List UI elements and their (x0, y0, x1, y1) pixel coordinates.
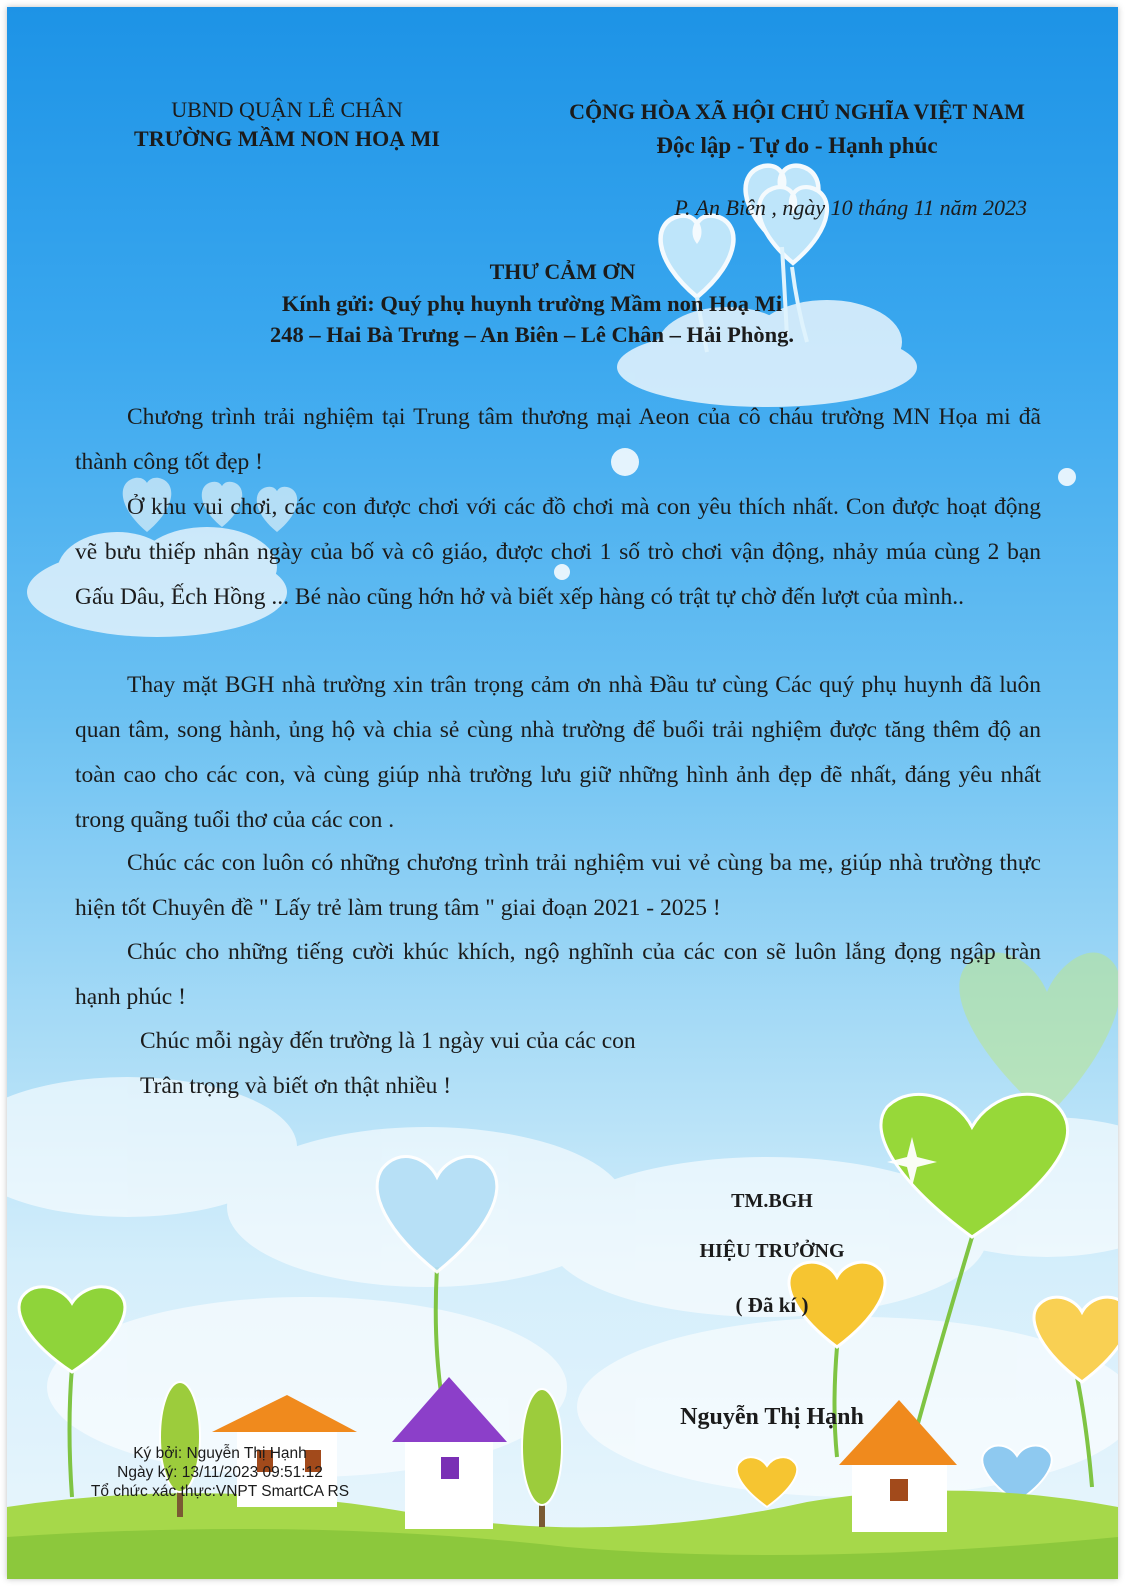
signature-position: HIỆU TRƯỞNG (699, 1240, 845, 1262)
signer-name: Nguyễn Thị Hạnh (680, 1404, 864, 1430)
letter-title: THƯ CẢM ƠN (489, 259, 636, 284)
authority-name: UBND QUẬN LÊ CHÂN (171, 97, 403, 122)
school-name: TRƯỜNG MẦM NON HOẠ MI (134, 126, 440, 151)
yellow-heart-small (737, 1457, 797, 1507)
body-paragraph-2: Ở khu vui chơi, các con được chơi với các đồ chơi mà con yêu thích nhất. Con được hoạt động vẽ bưu thiếp nhân ngày của bố và cô giáo, được chơi 1 số trò chơi vận động, nhảy múa cùng 2 bạn Gấu Dâu, Ếch Hồng ... Bé nào cũng hớn hở và biết xếp hàng có trật tự chờ đến lượt của mình.. (75, 494, 1041, 610)
body-paragraph-7: Trân trọng và biết ơn thật nhiều ! (140, 1073, 452, 1099)
body-paragraph-3: Thay mặt BGH nhà trường xin trân trọng cảm ơn nhà Đầu tư cùng Các quý phụ huynh đã luôn quan tâm, song hành, ủng hộ và chia sẻ cùng nhà trường để buổi trải nghiệm được tăng thêm độ an toàn cao cho các con, và cùng giúp nhà trường lưu giữ những hình ảnh đẹp đẽ nhất, đáng yêu nhất trong quãng tuổi thơ của các con . (75, 672, 1041, 833)
date-line: P. An Biên , ngày 10 tháng 11 năm 2023 (674, 195, 1027, 220)
letter-page (7, 7, 1118, 1579)
national-title: CỘNG HÒA XÃ HỘI CHỦ NGHĨA VIỆT NAM (569, 99, 1025, 124)
body-paragraph-6: Chúc mỗi ngày đến trường là 1 ngày vui của các con (140, 1028, 636, 1054)
letter-address: 248 – Hai Bà Trưng – An Biên – Lê Chân – Hải Phòng. (269, 322, 794, 347)
signature-signed-note: ( Đã kí ) (735, 1293, 809, 1317)
signature-on-behalf: TM.BGH (731, 1190, 813, 1212)
digital-signature-date: Ngày ký: 13/11/2023 09:51:12 (117, 1464, 323, 1481)
digital-signature-organization: Tổ chức xác thực:VNPT SmartCA RS (90, 1483, 350, 1500)
tree-middle (522, 1389, 562, 1527)
body-paragraph-4: Chúc các con luôn có những chương trình trải nghiệm vui vẻ cùng ba mẹ, giúp nhà trường thực hiện tốt Chuyên đề " Lấy trẻ làm trung tâm " giai đoạn 2021 - 2025 ! (75, 850, 1041, 921)
body-paragraph-5: Chúc cho những tiếng cười khúc khích, ngộ nghĩnh của các con sẽ luôn lắng đọng ngập tràn hạnh phúc ! (75, 939, 1041, 1010)
letter-recipient: Kính gửi: Quý phụ huynh trường Mầm non Hoạ Mi (281, 291, 783, 316)
digital-signature-signer: Ký bởi: Nguyễn Thị Hạnh (133, 1445, 307, 1462)
body-paragraph-1: Chương trình trải nghiệm tại Trung tâm thương mại Aeon của cô cháu trường MN Họa mi đã thành công tốt đẹp ! (75, 404, 1041, 475)
national-motto: Độc lập - Tự do - Hạnh phúc (656, 133, 938, 158)
